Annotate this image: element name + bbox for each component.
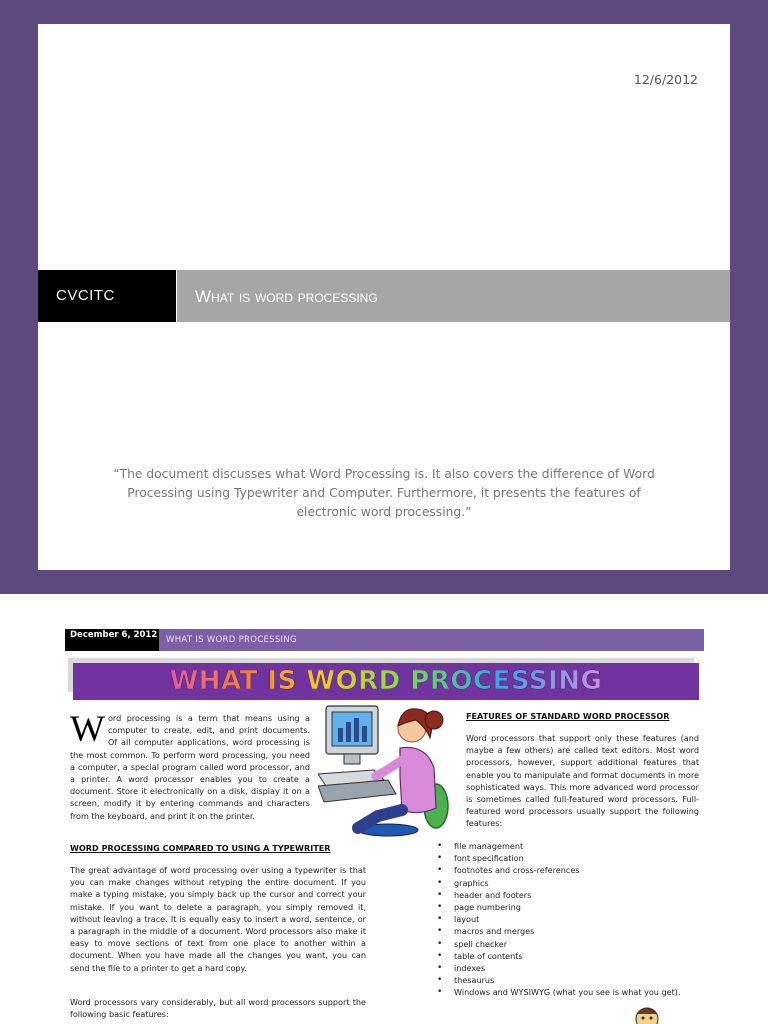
features-paragraph: Word processors that support only these features (and maybe a few others) are called text editors. Most word processors, however, support additional features that enable you to manipulate and format documents in more sophisticated ways. This more advanced word processor is sometimes called full-featured word processors. Full-featured word processors usually support the following features: [466,733,699,829]
banner [73,663,699,700]
list-item: • thesaurus [440,974,702,986]
list-item: • macros and merges [440,925,702,937]
header-title: WHAT IS WORD PROCESSING [159,629,704,651]
cover-title: What is word processing [177,270,730,322]
list-item: • page numbering [440,901,702,913]
list-item: • graphics [440,877,702,889]
drop-cap: W [70,709,105,750]
intro-paragraph [70,709,310,822]
thinking-face-icon [632,1002,662,1024]
intro-text: ord processing is a term that means using a computer to create, edit, and print documents. Of all computer applications, word processing is the most common. To perform word processing, you need a computer, a special program called word processor, and a printer. A word processor enables you to create a document. Store it electronically on a disk, display it on a screen, modify it by entering commands and characters from the keyboard, and print it on the printer. [70,713,310,821]
cover-page [38,24,730,570]
cover-org-label: CVCITC [38,270,176,322]
list-item: • indexes [440,962,702,974]
list-item: • font specification [440,852,702,864]
list-item: • footnotes and cross-references [440,864,702,876]
list-item: • header and footers [440,889,702,901]
document-page [0,594,768,1024]
features-list [440,840,702,999]
compare-paragraph: The great advantage of word processing over using a typewriter is that you can make changes without retyping the entire document. If you make a typing mistake, you simply back up the cursor and correct your mistake. If you want to delete a paragraph, you simply removed it, without leaving a trace. It is equally easy to insert a word, sentence, or a paragraph in the middle of a document. Word processors also make it easy to move sections of text from one place to another within a document. When you have made all the changes you want, you can send the file to a printer to get a hard copy. [70,865,366,973]
cover-date: 12/6/2012 [633,72,698,87]
cover-abstract: “The document discusses what Word Processing is. It also covers the difference of Word Processing using Typewriter and Computer. Furthermore, it presents the features of electronic word processing.” [113,467,655,519]
vary-paragraph: Word processors vary considerably, but all word processors support the following basic features: [70,997,366,1020]
compare-heading: WORD PROCESSING COMPARED TO USING A TYPEWRITER [70,843,331,853]
list-item: • layout [440,913,702,925]
list-item: • spell checker [440,938,702,950]
list-item: • file management [440,840,702,852]
header-date: December 6, 2012 [65,629,159,651]
features-heading: FEATURES OF STANDARD WORD PROCESSOR [466,711,670,721]
list-item: • table of contents [440,950,702,962]
list-item: • Windows and WYSIWYG (what you see is what you get). [440,986,702,998]
banner-title: WHAT IS WORD PROCESSING [169,666,603,696]
computer-user-illustration [318,698,460,838]
